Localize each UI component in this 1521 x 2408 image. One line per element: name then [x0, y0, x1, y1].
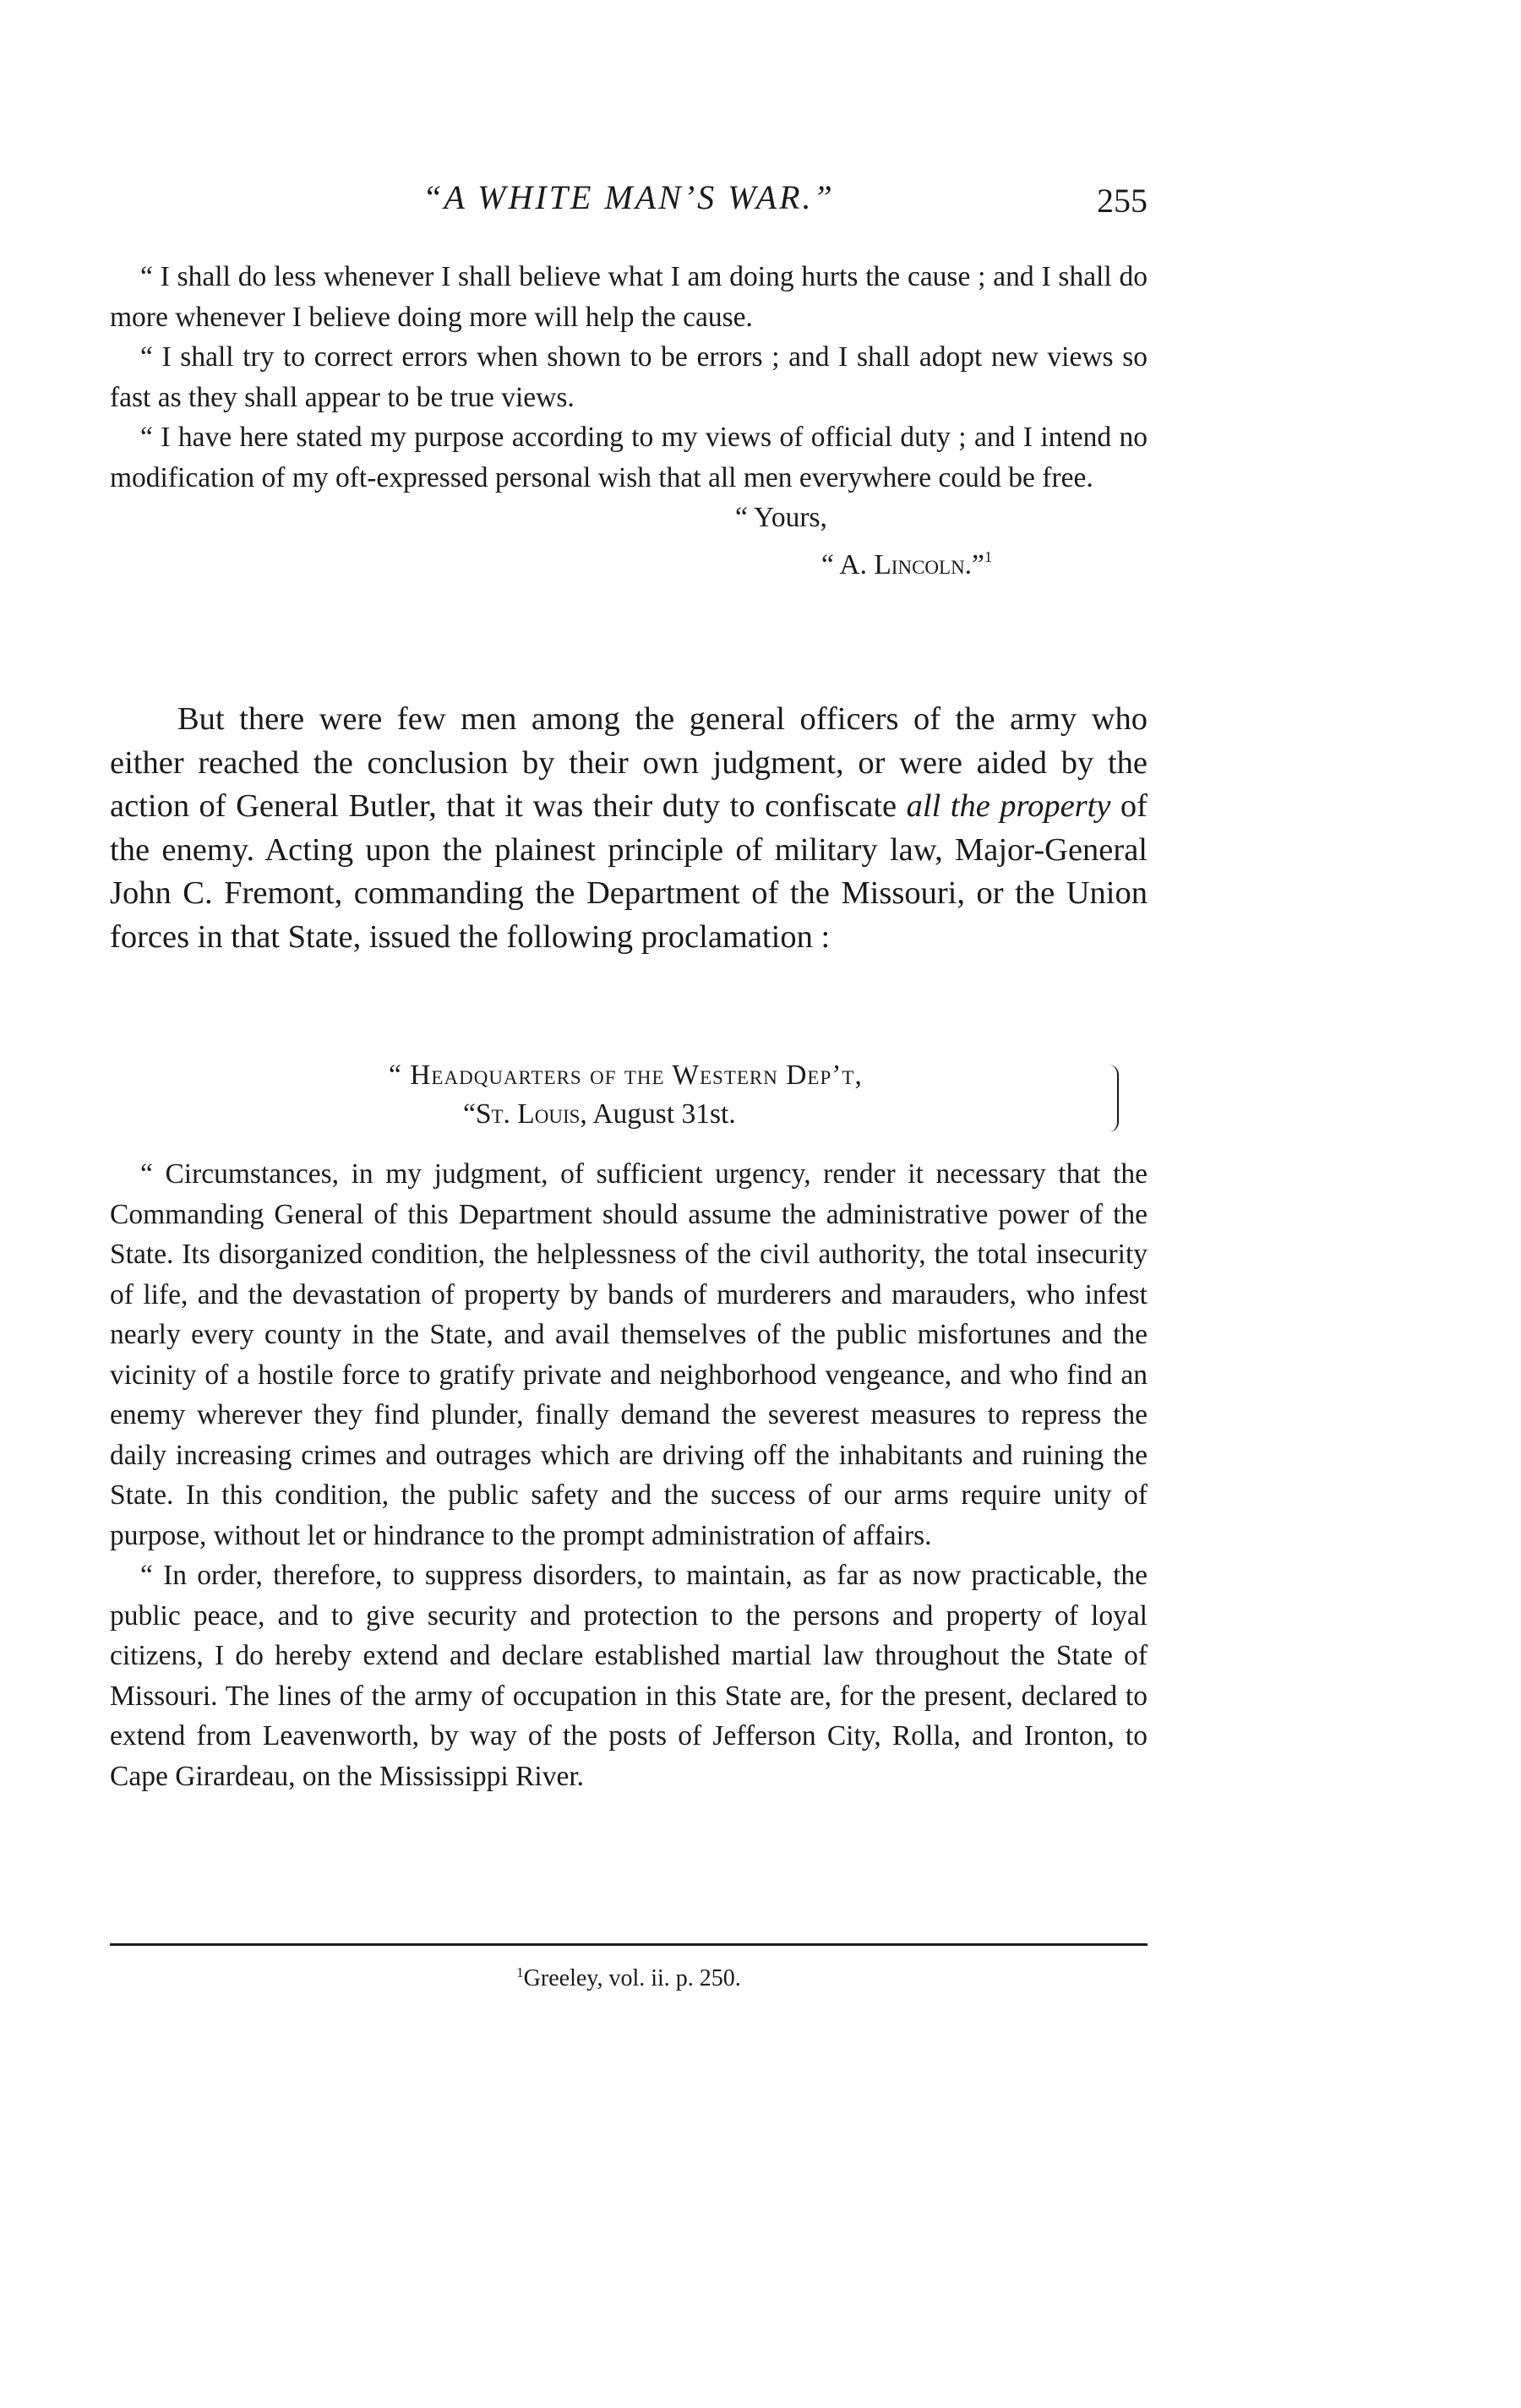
letter-signature-block	[110, 498, 1148, 580]
footnote-text: Greeley, vol. ii. p. 250.	[523, 1965, 741, 1991]
proclamation-paragraph: “ Circumstances, in my judgment, of sufficient urgency, render it necessary that the Commanding General of this Department should assume the administrative power of the State. Its disorganized condition, the helplessness of the civil authority, the total insecurity of life, and the devastation of property by bands of murderers and marauders, who infest nearly every county in the State, and avail themselves of the public misfortunes and the vicinity of a hostile force to gratify private and neighborhood vengeance, and who find an enemy wherever they find plunder, finally demand the severest measures to repress the daily increasing crimes and outrages which are driving off the inhabitants and ruining the State. In this condition, the public safety and the success of our arms require unity of purpose, without let or hindrance to the prompt administration of affairs.	[110, 1158, 1148, 1551]
narrative-paragraph	[110, 698, 1148, 959]
letter-paragraph: “ I shall try to correct errors when shown to be errors ; and I shall adopt new views so fast as they shall appear to be true views.	[110, 341, 1148, 413]
lincoln-letter	[110, 257, 1148, 580]
footnote-reference: 1	[984, 548, 992, 565]
running-head	[110, 177, 1148, 228]
proclamation-heading-line2	[463, 1098, 736, 1130]
footnote	[110, 1964, 1148, 1992]
proclamation-heading-line1: “ Headquarters of the Western Dep’t,	[389, 1060, 863, 1091]
proclamation-place: “St. Louis,	[463, 1098, 587, 1130]
narrative-text-end: of the enemy. Acting upon the plainest principle of military law, Major-General John C. Fremont, commanding the Department of the Missouri, or the Union forces in that State, issued the following proclamation :	[110, 788, 1148, 955]
signature-name: “ A. Lincoln.”	[821, 549, 984, 580]
footnote-rule	[110, 1943, 1148, 1946]
letter-signature	[821, 537, 992, 585]
proclamation-paragraph: “ In order, therefore, to suppress disorders, to maintain, as far as now practicable, the public peace, and to give security and protection to the persons and property of loyal citizens, I do hereby extend and declare established martial law throughout the State of Missouri. The lines of the army of occupation in this State are, for the present, declared to extend from Leavenworth, by way of the posts of Jefferson City, Rolla, and Ironton, to Cape Girardeau, on the Mississippi River.	[110, 1560, 1148, 1792]
emphasis-text: all the property	[906, 788, 1111, 824]
letter-paragraph: “ I have here stated my purpose according to my views of official duty ; and I intend no modification of my oft-expressed personal wish that all men everywhere could be free.	[110, 422, 1148, 493]
proclamation-date: August 31st.	[586, 1098, 736, 1130]
letter-paragraph: “ I shall do less whenever I shall believe what I am doing hurts the cause ; and I shall do more whenever I believe doing more will help the cause.	[110, 261, 1148, 333]
letter-closing: “ Yours,	[735, 502, 827, 533]
narrative-text	[110, 698, 1148, 959]
footnote-marker: 1	[516, 1964, 524, 1980]
brace-decoration	[1105, 1065, 1119, 1132]
proclamation-body	[110, 1154, 1148, 1796]
running-title: “A WHITE MAN’S WAR.”	[422, 178, 835, 216]
page-number: 255	[1097, 182, 1148, 220]
narrative-text-start: But there were few men among the general officers of the army who either reached the conclusion by their own judgment, or were aided by the action of General Butler, that it was their duty to confiscate	[110, 701, 1148, 824]
